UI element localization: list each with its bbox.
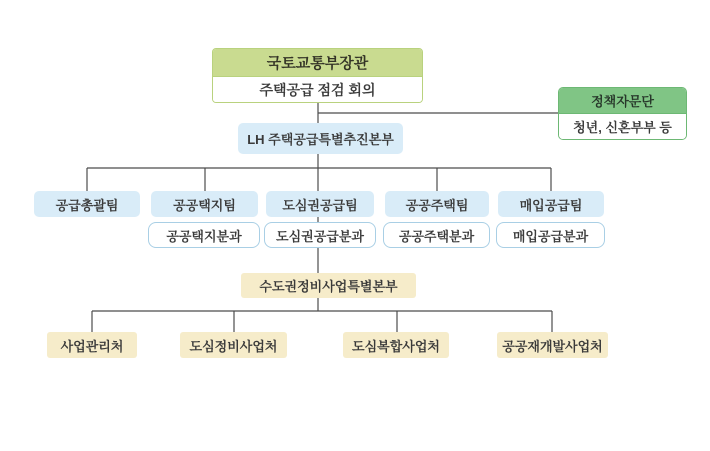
team-node: 공급총괄팀 <box>34 191 140 217</box>
minister-node <box>212 48 423 103</box>
metro-hq-node: 수도권정비사업특별본부 <box>241 273 416 298</box>
division-node: 공공주택분과 <box>383 222 490 248</box>
team-node: 공공주택팀 <box>385 191 489 217</box>
division-node: 매입공급분과 <box>496 222 605 248</box>
team-node: 매입공급팀 <box>498 191 604 217</box>
advisory-title: 정책자문단 <box>559 88 686 114</box>
department-node: 사업관리처 <box>47 332 137 358</box>
division-node: 도심권공급분과 <box>264 222 376 248</box>
advisory-node <box>558 87 687 140</box>
division-node: 공공택지분과 <box>148 222 260 248</box>
minister-subtitle: 주택공급 점검 회의 <box>213 77 422 102</box>
department-node: 도심정비사업처 <box>180 332 287 358</box>
department-node: 공공재개발사업처 <box>497 332 608 358</box>
department-node: 도심복합사업처 <box>343 332 449 358</box>
team-node: 도심권공급팀 <box>266 191 374 217</box>
team-node: 공공택지팀 <box>151 191 258 217</box>
minister-title: 국토교통부장관 <box>213 49 422 77</box>
advisory-subtitle: 청년, 신혼부부 등 <box>559 114 686 139</box>
task-force-node: LH 주택공급특별추진본부 <box>238 123 403 154</box>
